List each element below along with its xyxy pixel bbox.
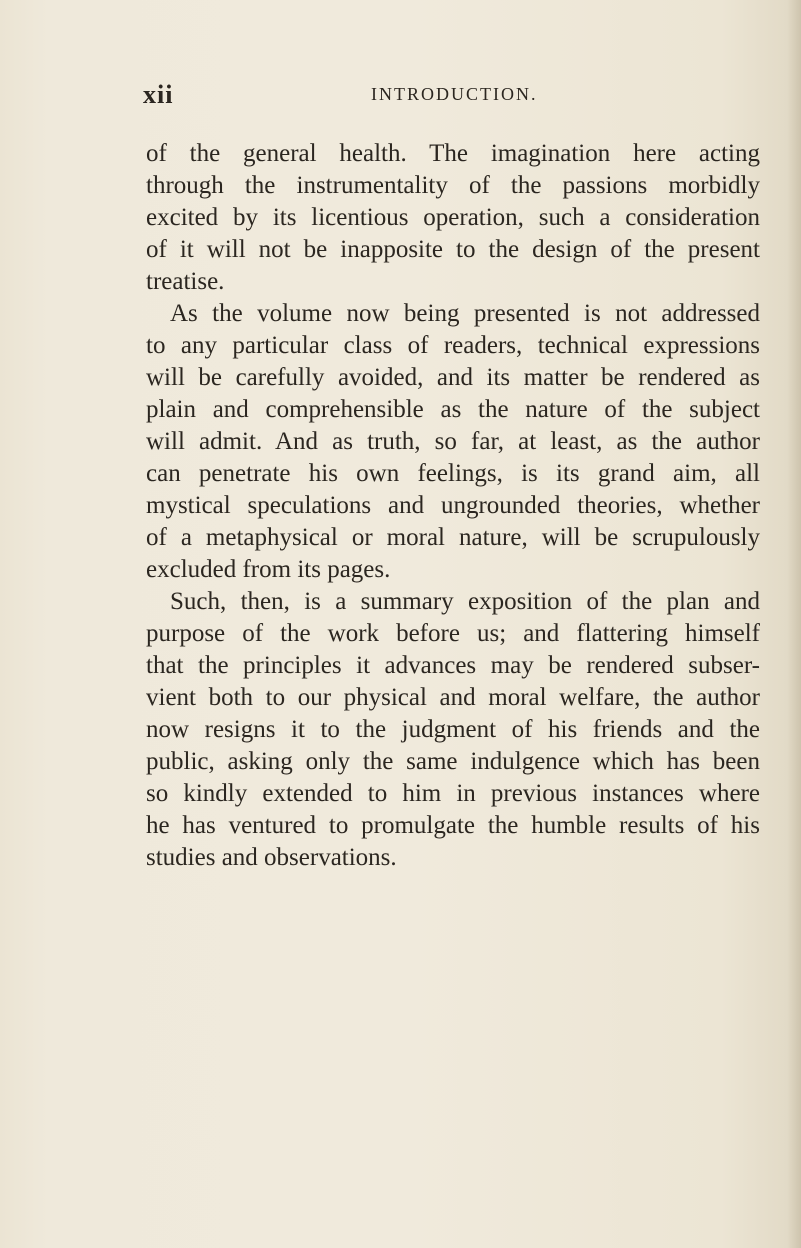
text-line: to any particular class of readers, technical expressions: [146, 332, 760, 359]
text-line: that the principles it advances may be rendered subser-: [146, 652, 760, 679]
text-line: mystical speculations and ungrounded theories, whether: [146, 492, 760, 519]
text-line: will be carefully avoided, and its matter be rendered as: [146, 364, 760, 391]
text-line: purpose of the work before us; and flattering himself: [146, 620, 760, 647]
text-line: through the instrumentality of the passions morbidly: [146, 172, 760, 199]
text-line: As the volume now being presented is not addressed: [170, 300, 760, 327]
text-line: public, asking only the same indulgence which has been: [146, 748, 760, 775]
text-line: he has ventured to promulgate the humble results of his: [146, 812, 760, 839]
text-line: treatise.: [146, 268, 225, 295]
text-line: of it will not be inapposite to the design of the present: [146, 236, 760, 263]
text-line: now resigns it to the judgment of his friends and the: [146, 716, 760, 743]
text-line: of a metaphysical or moral nature, will be scrupulously: [146, 524, 760, 551]
text-line: vient both to our physical and moral welfare, the author: [146, 684, 760, 711]
text-line: excited by its licentious operation, such a consideration: [146, 204, 760, 231]
paragraph-3: [146, 586, 760, 874]
text-line: of the general health. The imagination here acting: [146, 140, 760, 167]
text-line: Such, then, is a summary exposition of the plan and: [170, 588, 760, 615]
page-edge-shadow: [787, 0, 801, 1248]
text-line: can penetrate his own feelings, is its grand aim, all: [146, 460, 760, 487]
text-line: will admit. And as truth, so far, at least, as the author: [146, 428, 760, 455]
text-line: excluded from its pages.: [146, 556, 391, 583]
paragraph-1: [146, 138, 760, 298]
running-head: INTRODUCTION.: [371, 84, 538, 104]
body-text: [146, 138, 760, 874]
paragraph-2: [146, 298, 760, 586]
page-number: xii: [143, 80, 174, 109]
text-line: studies and observations.: [146, 844, 397, 871]
text-line: so kindly extended to him in previous instances where: [146, 780, 760, 807]
text-line: plain and comprehensible as the nature of the subject: [146, 396, 760, 423]
page-header: [143, 80, 643, 110]
